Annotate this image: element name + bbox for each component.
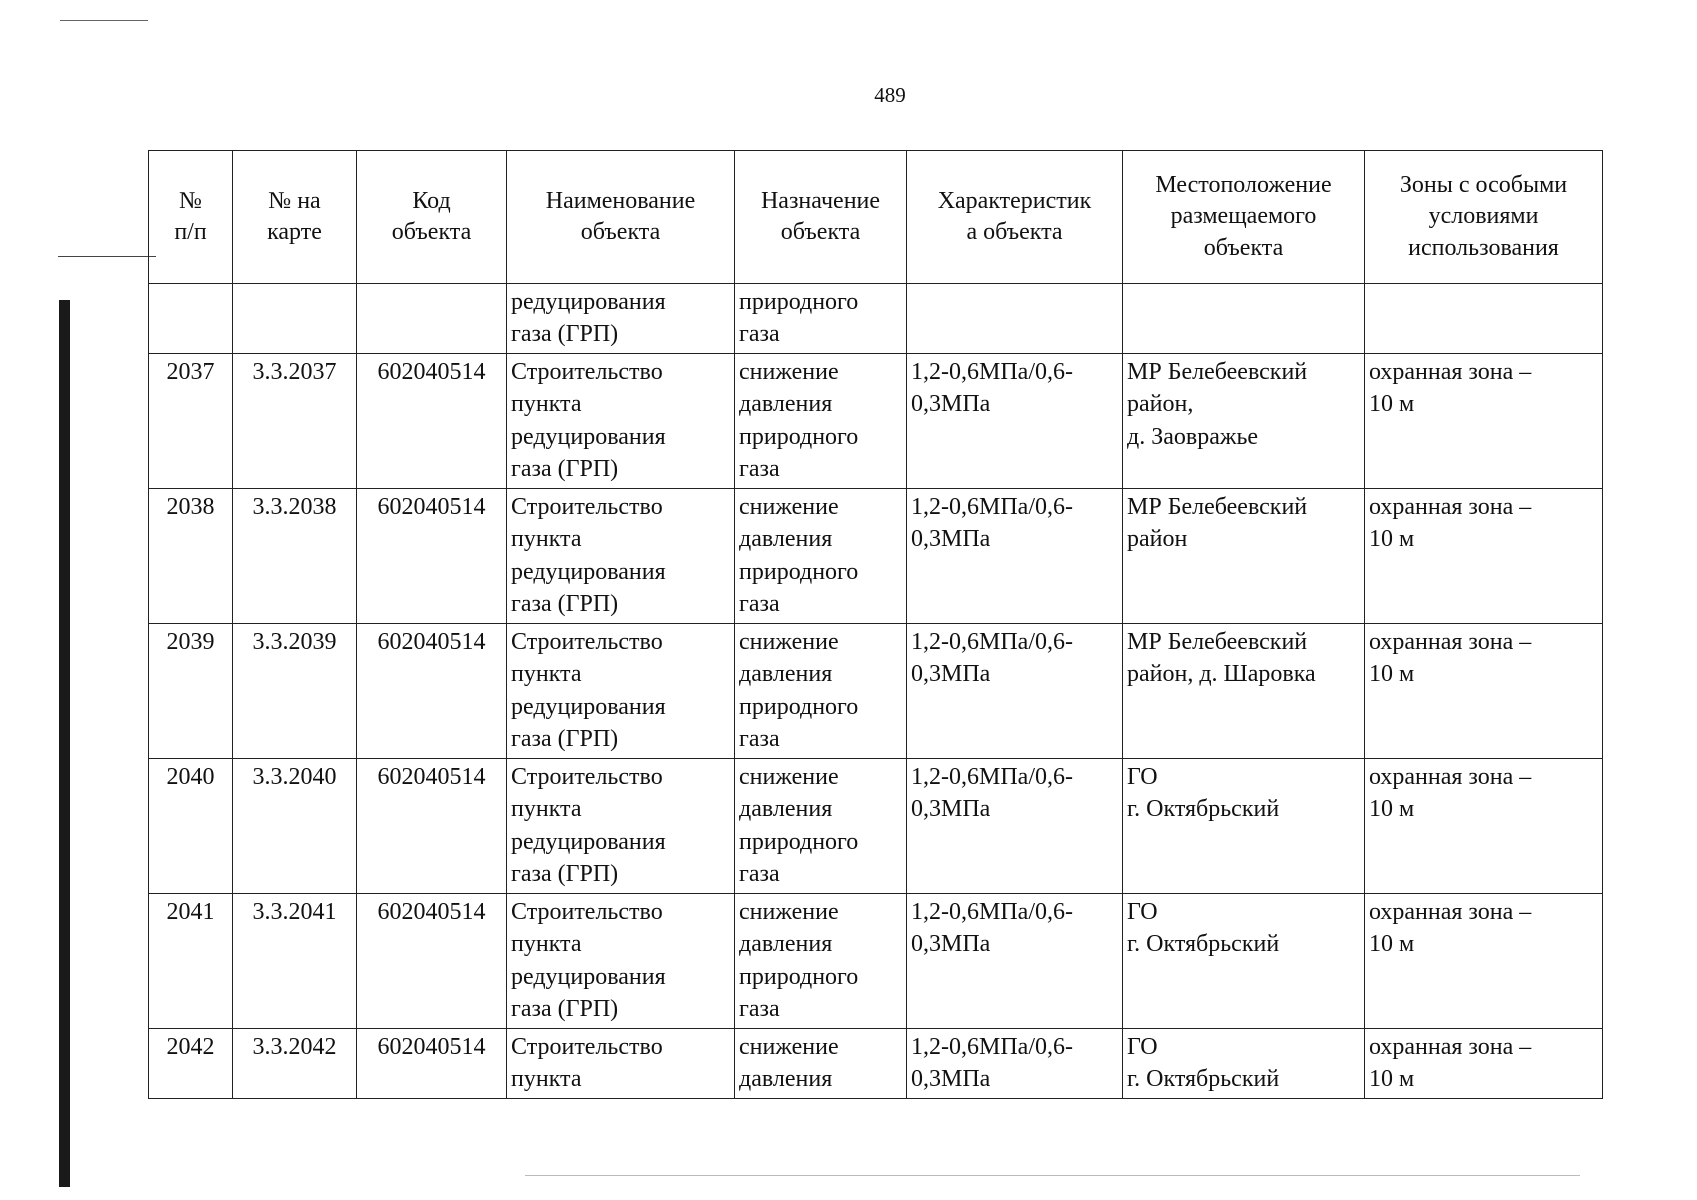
cell-object-name: Строительство пункта редуцирования газа (ГРП) [507, 758, 735, 893]
header-cell-object-location: Местоположение размещаемого объекта [1123, 151, 1365, 284]
scan-artifact-left-line [58, 256, 156, 257]
cell-number: 2042 [149, 1028, 233, 1098]
cell-object-purpose: природного газа [735, 284, 907, 354]
header-cell-map-number: № на карте [233, 151, 357, 284]
scan-artifact-left-bar [59, 300, 70, 1187]
cell-object-characteristic: 1,2-0,6МПа/0,6- 0,3МПа [907, 893, 1123, 1028]
cell-object-code: 602040514 [357, 893, 507, 1028]
cell-object-code: 602040514 [357, 353, 507, 488]
cell-object-characteristic [907, 284, 1123, 354]
cell-special-zones: охранная зона – 10 м [1365, 893, 1603, 1028]
cell-object-code [357, 284, 507, 354]
cell-map-number [233, 284, 357, 354]
cell-number: 2038 [149, 488, 233, 623]
cell-object-location: МР Белебеевский район, д. Шаровка [1123, 623, 1365, 758]
cell-object-code: 602040514 [357, 623, 507, 758]
cell-object-name: Строительство пункта редуцирования газа (ГРП) [507, 488, 735, 623]
objects-table [148, 150, 1603, 1099]
header-cell-object-characteristic: Характеристик а объекта [907, 151, 1123, 284]
cell-object-purpose: снижение давления природного газа [735, 758, 907, 893]
cell-object-characteristic: 1,2-0,6МПа/0,6- 0,3МПа [907, 758, 1123, 893]
cell-object-location: ГО г. Октябрьский [1123, 893, 1365, 1028]
cell-object-location: ГО г. Октябрьский [1123, 758, 1365, 893]
cell-object-purpose: снижение давления [735, 1028, 907, 1098]
cell-object-name: редуцирования газа (ГРП) [507, 284, 735, 354]
cell-special-zones: охранная зона – 10 м [1365, 488, 1603, 623]
header-cell-object-purpose: Назначение объекта [735, 151, 907, 284]
cell-map-number: 3.3.2041 [233, 893, 357, 1028]
cell-object-name: Строительство пункта редуцирования газа (ГРП) [507, 353, 735, 488]
table-row [149, 623, 1603, 758]
cell-object-location: МР Белебеевский район [1123, 488, 1365, 623]
header-cell-number: № п/п [149, 151, 233, 284]
table-row [149, 758, 1603, 893]
cell-object-name: Строительство пункта редуцирования газа (ГРП) [507, 623, 735, 758]
cell-object-purpose: снижение давления природного газа [735, 623, 907, 758]
cell-object-name: Строительство пункта редуцирования газа (ГРП) [507, 893, 735, 1028]
cell-object-characteristic: 1,2-0,6МПа/0,6- 0,3МПа [907, 488, 1123, 623]
cell-object-name: Строительство пункта [507, 1028, 735, 1098]
cell-number [149, 284, 233, 354]
cell-special-zones: охранная зона – 10 м [1365, 758, 1603, 893]
cell-object-code: 602040514 [357, 488, 507, 623]
table-row [149, 353, 1603, 488]
table-row [149, 284, 1603, 354]
header-cell-special-zones: Зоны с особыми условиями использования [1365, 151, 1603, 284]
scan-artifact-bottom-line [525, 1175, 1580, 1176]
cell-object-location: МР Белебеевский район, д. Заовражье [1123, 353, 1365, 488]
cell-map-number: 3.3.2037 [233, 353, 357, 488]
cell-number: 2039 [149, 623, 233, 758]
cell-object-code: 602040514 [357, 758, 507, 893]
cell-map-number: 3.3.2042 [233, 1028, 357, 1098]
cell-special-zones: охранная зона – 10 м [1365, 623, 1603, 758]
cell-object-characteristic: 1,2-0,6МПа/0,6- 0,3МПа [907, 623, 1123, 758]
cell-object-characteristic: 1,2-0,6МПа/0,6- 0,3МПа [907, 1028, 1123, 1098]
cell-object-code: 602040514 [357, 1028, 507, 1098]
cell-object-purpose: снижение давления природного газа [735, 488, 907, 623]
cell-number: 2037 [149, 353, 233, 488]
table-row [149, 893, 1603, 1028]
cell-object-location: ГО г. Октябрьский [1123, 1028, 1365, 1098]
cell-number: 2041 [149, 893, 233, 1028]
scan-artifact-top-line [60, 20, 148, 21]
cell-special-zones: охранная зона – 10 м [1365, 353, 1603, 488]
cell-object-location [1123, 284, 1365, 354]
cell-object-characteristic: 1,2-0,6МПа/0,6- 0,3МПа [907, 353, 1123, 488]
header-cell-object-code: Код объекта [357, 151, 507, 284]
cell-map-number: 3.3.2040 [233, 758, 357, 893]
cell-map-number: 3.3.2038 [233, 488, 357, 623]
cell-object-purpose: снижение давления природного газа [735, 353, 907, 488]
cell-object-purpose: снижение давления природного газа [735, 893, 907, 1028]
cell-special-zones: охранная зона – 10 м [1365, 1028, 1603, 1098]
cell-special-zones [1365, 284, 1603, 354]
page-number: 489 [874, 83, 906, 107]
header-cell-object-name: Наименование объекта [507, 151, 735, 284]
table-header-row [149, 151, 1603, 284]
table-row [149, 1028, 1603, 1098]
cell-map-number: 3.3.2039 [233, 623, 357, 758]
cell-number: 2040 [149, 758, 233, 893]
table-row [149, 488, 1603, 623]
